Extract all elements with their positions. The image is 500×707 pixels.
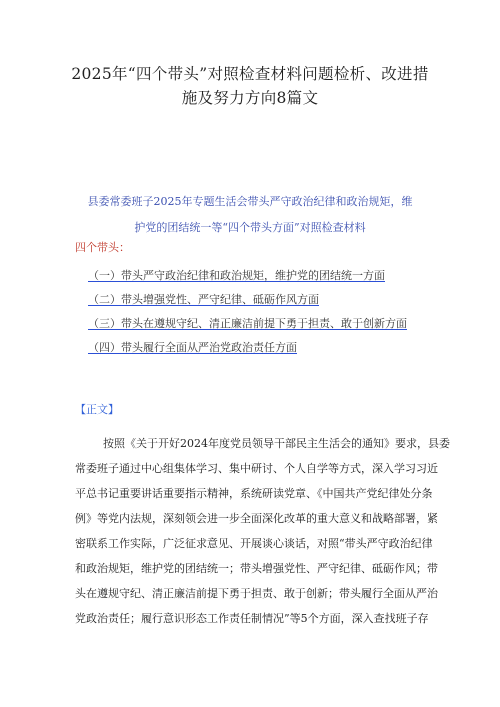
title-line: 施及努力方向8篇文: [181, 89, 319, 107]
document-subtitle: [60, 189, 440, 241]
section-tag-zhengwen: 【正文】: [75, 403, 119, 416]
body-line: 密联系工作实际，广泛征求意见、开展谈心谈话，对照“带头严守政治纪律: [75, 537, 433, 550]
body-line: 平总书记重要讲话重要指示精神，系统研读党章、《中国共产党纪律处分条: [75, 487, 433, 500]
body-paragraph: [75, 431, 450, 631]
body-line: 按照《关于开好2024年度党员领导干部民主生活会的通知》要求，县委: [75, 437, 450, 450]
subtitle-line: 护党的团结统一等“四个带头方面”对照检查材料: [134, 221, 366, 234]
subtitle-line: 县委常委班子2025年专题生活会带头严守政治纪律和政治规矩，维: [87, 195, 413, 208]
body-line: 党政治责任；履行意识形态工作责任制情况”等5个方面，深入查找班子存: [75, 612, 429, 625]
document-title: [40, 62, 460, 110]
toc-item[interactable]: [88, 336, 407, 360]
toc-item-link[interactable]: （四）带头履行全面从严治党政治责任方面: [88, 341, 297, 354]
toc-item-link[interactable]: （三）带头在遵规守纪、清正廉洁前提下勇于担责、敢于创新方面: [88, 317, 407, 330]
toc-item[interactable]: [88, 288, 407, 312]
four-lead-label: 四个带头：: [75, 241, 130, 254]
body-line: 常委班子通过中心组集体学习、集中研讨、个人自学等方式，深入学习习近: [75, 462, 438, 475]
title-line: 2025年“四个带头”对照检查材料问题检析、改进措: [71, 65, 429, 83]
toc-item-link[interactable]: （一）带头严守政治纪律和政治规矩，维护党的团结统一方面: [88, 269, 385, 282]
body-line: 头在遵规守纪、清正廉洁前提下勇于担责、敢于创新；带头履行全面从严治: [75, 587, 438, 600]
toc-item[interactable]: [88, 312, 407, 336]
toc-list: [88, 264, 407, 360]
body-line: 和政治规矩，维护党的团结统一；带头增强党性、严守纪律、砥砺作风；带: [75, 562, 438, 575]
toc-item-link[interactable]: （二）带头增强党性、严守纪律、砥砺作风方面: [88, 293, 319, 306]
body-line: 例》等党内法规，深刻领会进一步全面深化改革的重大意义和战略部署，紧: [75, 512, 438, 525]
toc-item[interactable]: [88, 264, 407, 288]
